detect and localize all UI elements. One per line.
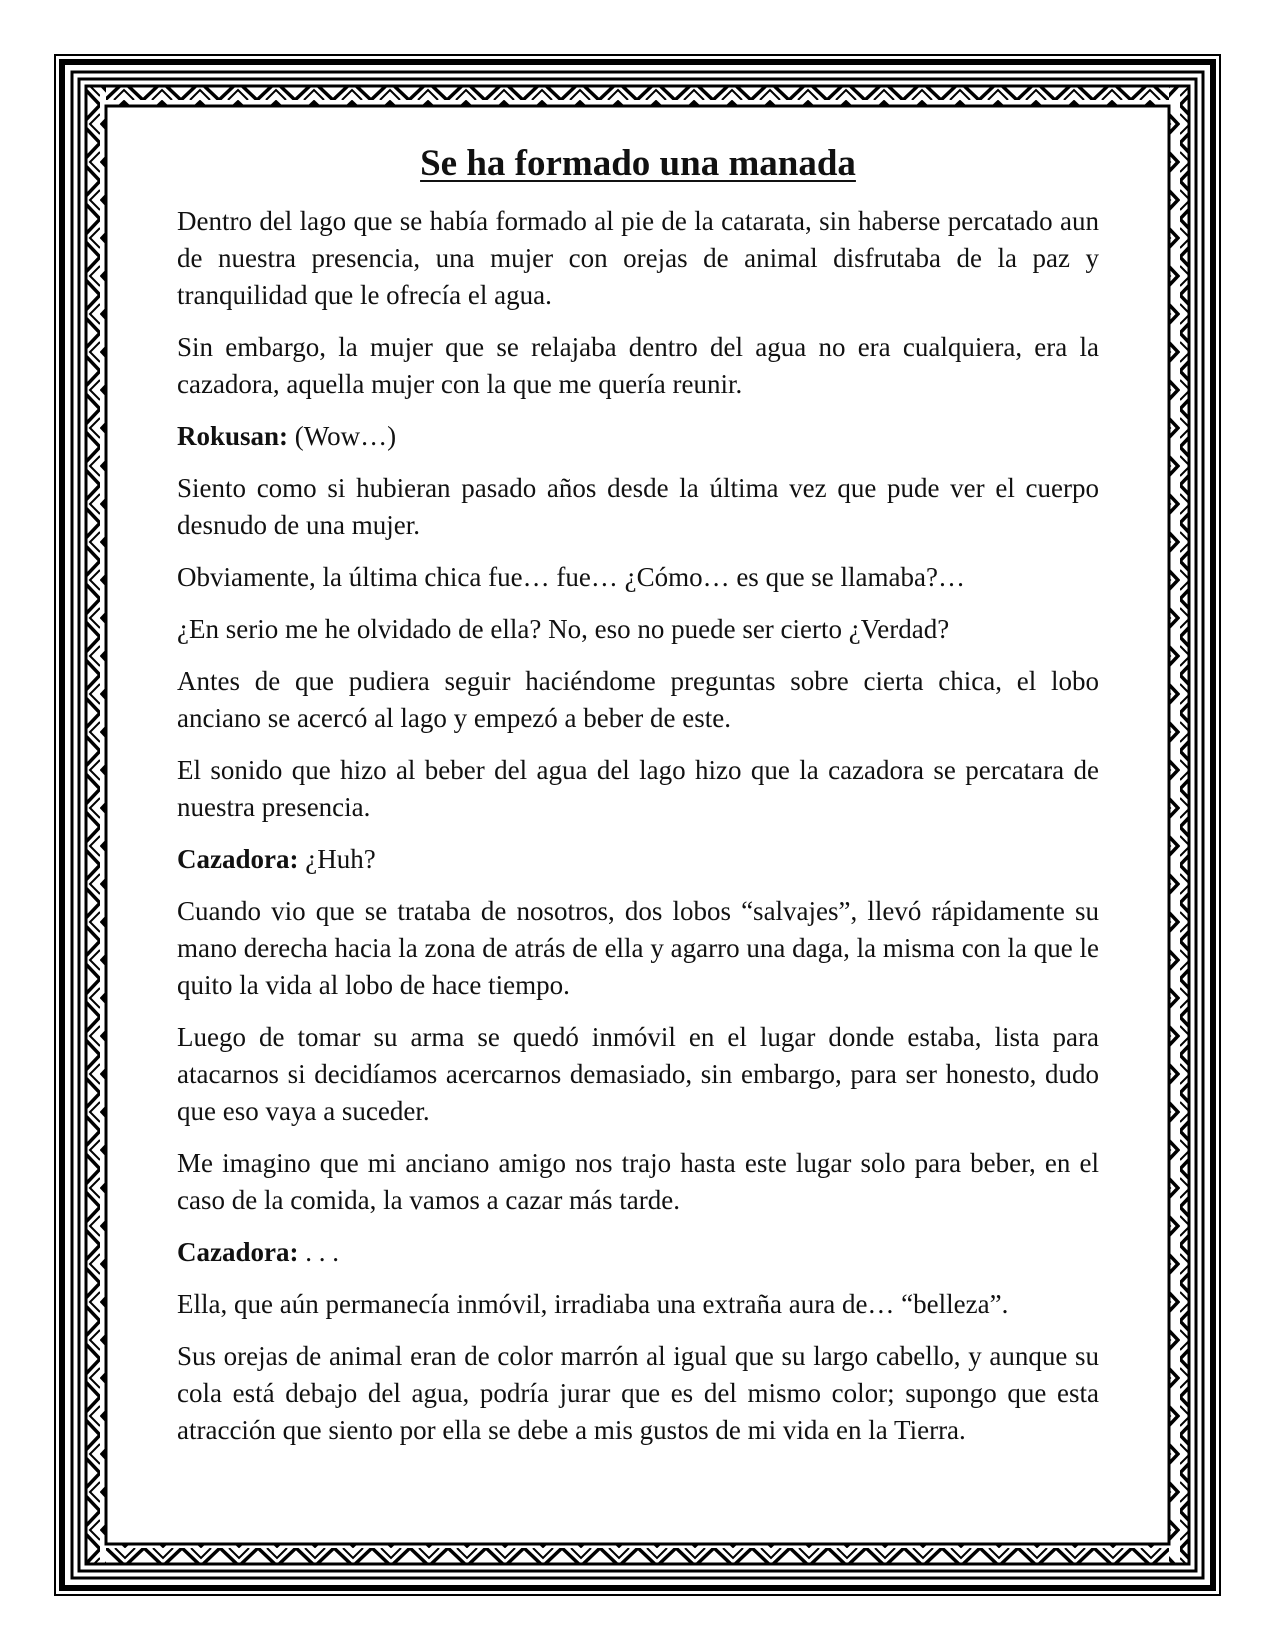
paragraph: Ella, que aún permanecía inmóvil, irradiaba una extraña aura de… “belleza”. — [177, 1289, 1009, 1319]
paragraph: Sin embargo, la mujer que se relajaba dentro del agua no era cualquiera, era la cazadora, aquella mujer con la que me quería reunir. — [177, 332, 1099, 399]
paragraph: Luego de tomar su arma se quedó inmóvil en el lugar donde estaba, lista para atacarnos si decidíamos acercarnos demasiado, sin embargo, para ser honesto, dudo que eso vaya a suceder. — [177, 1022, 1099, 1126]
chapter-title: Se ha formado una manada — [420, 143, 856, 184]
paragraph: Siento como si hubieran pasado años desde la última vez que pude ver el cuerpo desnudo de una mujer. — [177, 473, 1099, 540]
paragraph: Sus orejas de animal eran de color marrón al igual que su largo cabello, y aunque su cola está debajo del agua, podría jurar que es del mismo color; supongo que esta atracción que siento por ella se debe a mis gustos de mi vida en la Tierra. — [177, 1341, 1099, 1445]
dialogue-text: . . . — [305, 1237, 339, 1267]
paragraph: Antes de que pudiera seguir haciéndome preguntas sobre cierta chica, el lobo anciano se acercó al lago y empezó a beber de este. — [177, 666, 1099, 733]
paragraph: El sonido que hizo al beber del agua del lago hizo que la cazadora se percatara de nuestra presencia. — [177, 755, 1099, 822]
dialogue-line — [177, 1234, 1099, 1271]
paragraph: Obviamente, la última chica fue… fue… ¿Cómo… es que se llamaba?… — [177, 562, 965, 592]
paragraph: ¿En serio me he olvidado de ella? No, eso no puede ser cierto ¿Verdad? — [177, 614, 950, 644]
speaker-name: Rokusan: — [177, 421, 289, 451]
dialogue-text: (Wow…) — [294, 421, 397, 451]
speaker-name: Cazadora: — [177, 1237, 299, 1267]
paragraph: Cuando vio que se trataba de nosotros, dos lobos “salvajes”, llevó rápidamente su mano derecha hacia la zona de atrás de ella y agarro una daga, la misma con la que le quito la vida al lobo de hace tiempo. — [177, 896, 1099, 1000]
page-text-body — [177, 140, 1099, 1464]
paragraph: Dentro del lago que se había formado al pie de la catarata, sin haberse percatado aun de nuestra presencia, una mujer con orejas de animal disfrutaba de la paz y tranquilidad que le ofrecía el agua. — [177, 206, 1099, 310]
paragraph: Me imagino que mi anciano amigo nos trajo hasta este lugar solo para beber, en el caso de la comida, la vamos a cazar más tarde. — [177, 1148, 1099, 1215]
dialogue-line — [177, 841, 1099, 878]
dialogue-line — [177, 418, 1099, 455]
speaker-name: Cazadora: — [177, 844, 299, 874]
dialogue-text: ¿Huh? — [305, 844, 376, 874]
